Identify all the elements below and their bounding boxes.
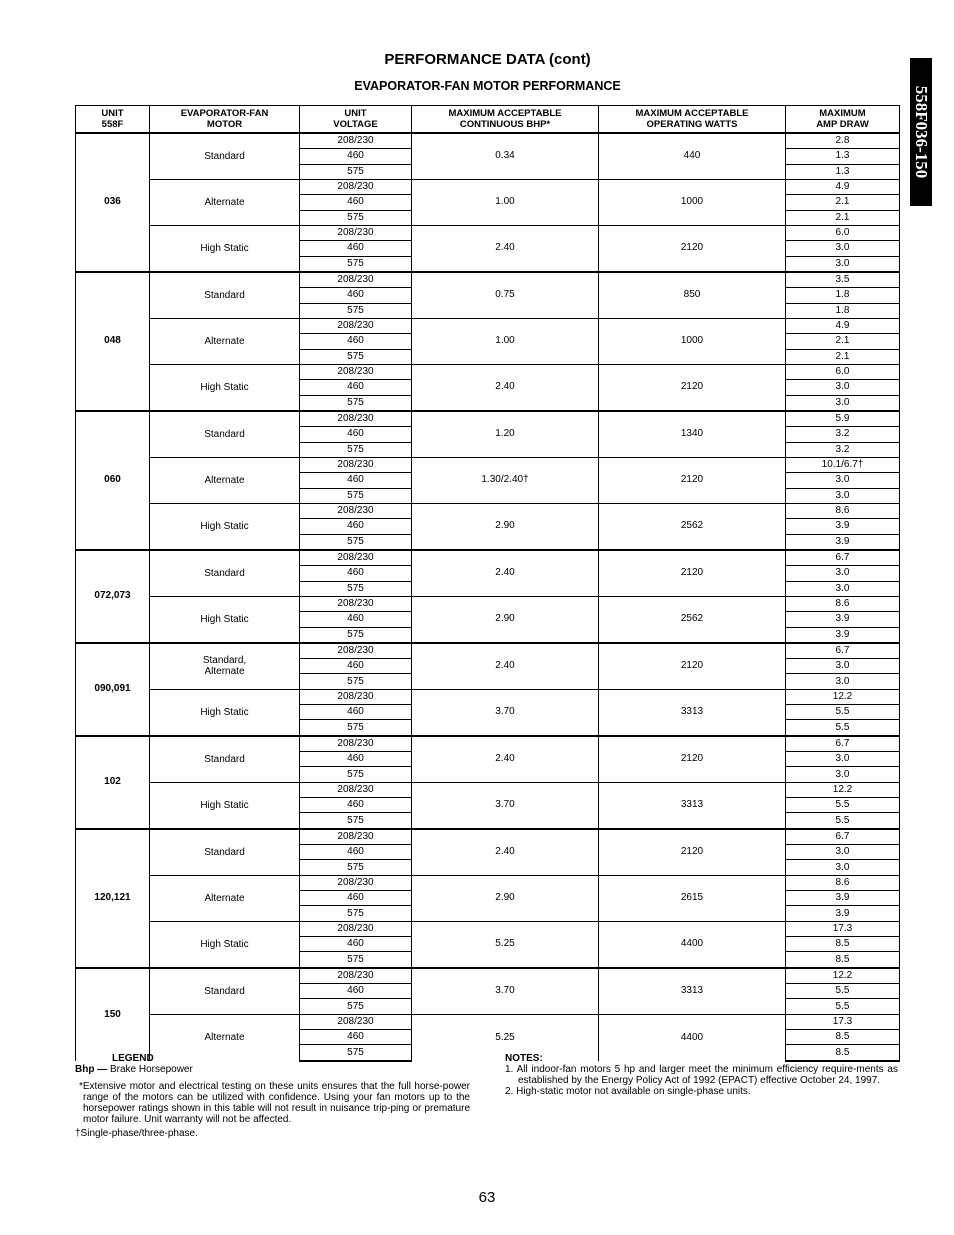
amp-cell: 3.0 [786, 581, 900, 596]
motor-cell: Standard, Alternate [150, 643, 300, 689]
voltage-cell: 460 [300, 659, 412, 674]
amp-cell: 5.5 [786, 705, 900, 720]
amp-cell: 4.9 [786, 318, 900, 333]
watts-cell: 2562 [599, 503, 786, 549]
amp-cell: 8.6 [786, 503, 900, 518]
note-item: 2. High-static motor not available on single-phase units. [505, 1086, 751, 1097]
bhp-cell: 1.00 [412, 179, 599, 225]
note-item: 1. All indoor-fan motors 5 hp and larger meet the minimum efficiency require-ments as established by the Energy Policy Act of 1992 (EPACT) effective October 24, 1997. [505, 1064, 898, 1086]
bhp-cell: 2.40 [412, 550, 599, 596]
bhp-cell: 2.40 [412, 364, 599, 410]
amp-cell: 8.5 [786, 1045, 900, 1061]
table-row [76, 133, 900, 149]
table-body [76, 133, 900, 1061]
voltage-cell: 208/230 [300, 921, 412, 936]
voltage-cell: 208/230 [300, 550, 412, 566]
voltage-cell: 460 [300, 752, 412, 767]
amp-cell: 3.0 [786, 767, 900, 782]
col-header-bhp: MAXIMUM ACCEPTABLE CONTINUOUS BHP* [412, 106, 599, 134]
voltage-cell: 575 [300, 860, 412, 875]
voltage-cell: 575 [300, 674, 412, 689]
motor-cell: Alternate [150, 179, 300, 225]
table-row [76, 225, 900, 240]
watts-cell: 3313 [599, 968, 786, 1014]
unit-cell: 150 [76, 968, 150, 1061]
unit-cell: 060 [76, 411, 150, 550]
table-row [76, 179, 900, 194]
amp-cell: 5.5 [786, 798, 900, 813]
motor-cell: High Static [150, 921, 300, 967]
watts-cell: 3313 [599, 689, 786, 735]
amp-cell: 1.3 [786, 149, 900, 164]
legend-definition: Brake Horsepower [110, 1064, 193, 1075]
motor-cell: High Static [150, 364, 300, 410]
voltage-cell: 575 [300, 488, 412, 503]
watts-cell: 4400 [599, 1014, 786, 1060]
amp-cell: 3.9 [786, 627, 900, 643]
amp-cell: 6.7 [786, 736, 900, 752]
motor-cell: Standard [150, 411, 300, 457]
amp-cell: 3.9 [786, 519, 900, 534]
table-row [76, 272, 900, 288]
motor-cell: High Static [150, 782, 300, 828]
voltage-cell: 575 [300, 767, 412, 782]
voltage-cell: 575 [300, 906, 412, 921]
bhp-cell: 1.20 [412, 411, 599, 457]
table-row [76, 689, 900, 704]
voltage-cell: 575 [300, 999, 412, 1014]
amp-cell: 3.9 [786, 534, 900, 550]
amp-cell: 3.0 [786, 395, 900, 411]
watts-cell: 3313 [599, 782, 786, 828]
bhp-cell: 0.34 [412, 133, 599, 179]
table-header-row [76, 106, 900, 134]
amp-cell: 6.0 [786, 225, 900, 240]
bhp-cell: 2.90 [412, 875, 599, 921]
voltage-cell: 575 [300, 720, 412, 736]
amp-cell: 1.8 [786, 303, 900, 318]
voltage-cell: 575 [300, 952, 412, 968]
bhp-cell: 0.75 [412, 272, 599, 318]
bhp-cell: 2.40 [412, 736, 599, 782]
voltage-cell: 575 [300, 442, 412, 457]
amp-cell: 3.0 [786, 566, 900, 581]
watts-cell: 2120 [599, 364, 786, 410]
amp-cell: 3.0 [786, 380, 900, 395]
amp-cell: 8.5 [786, 952, 900, 968]
col-header-unit: UNIT 558F [76, 106, 150, 134]
amp-cell: 3.0 [786, 473, 900, 488]
watts-cell: 2120 [599, 457, 786, 503]
table-row [76, 782, 900, 797]
watts-cell: 2120 [599, 643, 786, 689]
bhp-cell: 3.70 [412, 689, 599, 735]
bhp-cell: 2.40 [412, 829, 599, 875]
motor-cell: High Static [150, 503, 300, 549]
table-row [76, 411, 900, 427]
table-title: EVAPORATOR-FAN MOTOR PERFORMANCE [354, 79, 621, 93]
motor-cell: High Static [150, 596, 300, 642]
voltage-cell: 208/230 [300, 689, 412, 704]
voltage-cell: 208/230 [300, 875, 412, 890]
table-row [76, 921, 900, 936]
table-row [76, 364, 900, 379]
notes-title: NOTES: [505, 1053, 543, 1064]
watts-cell: 2120 [599, 736, 786, 782]
table-row [76, 875, 900, 890]
amp-cell: 12.2 [786, 689, 900, 704]
table-row [76, 550, 900, 566]
watts-cell: 440 [599, 133, 786, 179]
voltage-cell: 460 [300, 149, 412, 164]
voltage-cell: 460 [300, 845, 412, 860]
amp-cell: 6.7 [786, 550, 900, 566]
voltage-cell: 208/230 [300, 272, 412, 288]
amp-cell: 1.8 [786, 288, 900, 303]
table-row [76, 736, 900, 752]
amp-cell: 3.0 [786, 256, 900, 272]
bhp-cell: 5.25 [412, 921, 599, 967]
voltage-cell: 460 [300, 427, 412, 442]
voltage-cell: 575 [300, 210, 412, 225]
voltage-cell: 460 [300, 288, 412, 303]
motor-cell: Standard [150, 829, 300, 875]
amp-cell: 6.0 [786, 364, 900, 379]
amp-cell: 8.5 [786, 937, 900, 952]
motor-cell: High Static [150, 689, 300, 735]
voltage-cell: 575 [300, 1045, 412, 1061]
voltage-cell: 460 [300, 798, 412, 813]
watts-cell: 1000 [599, 318, 786, 364]
amp-cell: 3.2 [786, 427, 900, 442]
amp-cell: 3.5 [786, 272, 900, 288]
footnote-star: *Extensive motor and electrical testing on these units ensures that the full horse-power range of the motors can be utilized with confidence. Using your fan motors up to the horsepower ratings shown in this table will not result in nuisance trip-ping or premature motor failure. Unit warranty will not be affected. [79, 1081, 470, 1125]
col-header-motor: EVAPORATOR-FAN MOTOR [150, 106, 300, 134]
voltage-cell: 575 [300, 303, 412, 318]
table-row [76, 596, 900, 611]
amp-cell: 17.3 [786, 921, 900, 936]
table-row [76, 643, 900, 659]
legend-item-bhp [75, 1064, 470, 1075]
voltage-cell: 460 [300, 984, 412, 999]
voltage-cell: 208/230 [300, 133, 412, 149]
amp-cell: 10.1/6.7† [786, 457, 900, 472]
voltage-cell: 208/230 [300, 364, 412, 379]
amp-cell: 2.1 [786, 195, 900, 210]
col-header-amps: MAXIMUM AMP DRAW [786, 106, 900, 134]
col-header-voltage: UNIT VOLTAGE [300, 106, 412, 134]
unit-cell: 090,091 [76, 643, 150, 736]
voltage-cell: 208/230 [300, 1014, 412, 1029]
bhp-cell: 2.40 [412, 225, 599, 271]
watts-cell: 2120 [599, 829, 786, 875]
amp-cell: 8.6 [786, 596, 900, 611]
motor-cell: Standard [150, 968, 300, 1014]
watts-cell: 850 [599, 272, 786, 318]
amp-cell: 3.0 [786, 488, 900, 503]
voltage-cell: 460 [300, 195, 412, 210]
voltage-cell: 208/230 [300, 968, 412, 984]
motor-cell: Alternate [150, 1014, 300, 1060]
table-row [76, 968, 900, 984]
voltage-cell: 460 [300, 566, 412, 581]
voltage-cell: 575 [300, 627, 412, 643]
footnote-dagger: †Single-phase/three-phase. [75, 1128, 198, 1139]
voltage-cell: 460 [300, 241, 412, 256]
voltage-cell: 208/230 [300, 829, 412, 845]
amp-cell: 3.0 [786, 752, 900, 767]
amp-cell: 3.9 [786, 906, 900, 921]
voltage-cell: 460 [300, 937, 412, 952]
voltage-cell: 460 [300, 1030, 412, 1045]
watts-cell: 1340 [599, 411, 786, 457]
unit-cell: 048 [76, 272, 150, 411]
voltage-cell: 460 [300, 891, 412, 906]
voltage-cell: 575 [300, 581, 412, 596]
unit-cell: 102 [76, 736, 150, 829]
motor-cell: Standard [150, 272, 300, 318]
amp-cell: 2.1 [786, 349, 900, 364]
bhp-cell: 2.40 [412, 643, 599, 689]
amp-cell: 3.9 [786, 612, 900, 627]
amp-cell: 1.3 [786, 164, 900, 179]
unit-cell: 120,121 [76, 829, 150, 968]
voltage-cell: 460 [300, 380, 412, 395]
amp-cell: 3.9 [786, 891, 900, 906]
amp-cell: 6.7 [786, 829, 900, 845]
voltage-cell: 208/230 [300, 411, 412, 427]
page-title: PERFORMANCE DATA (cont) [384, 51, 591, 68]
evaporator-fan-motor-performance-table [75, 105, 900, 1062]
voltage-cell: 208/230 [300, 643, 412, 659]
bhp-cell: 1.30/2.40† [412, 457, 599, 503]
bhp-cell: 5.25 [412, 1014, 599, 1060]
voltage-cell: 208/230 [300, 596, 412, 611]
voltage-cell: 208/230 [300, 225, 412, 240]
motor-cell: Standard [150, 133, 300, 179]
notes [505, 1053, 898, 1097]
motor-cell: Alternate [150, 457, 300, 503]
amp-cell: 6.7 [786, 643, 900, 659]
voltage-cell: 208/230 [300, 736, 412, 752]
amp-cell: 5.5 [786, 813, 900, 829]
amp-cell: 5.5 [786, 984, 900, 999]
voltage-cell: 575 [300, 534, 412, 550]
voltage-cell: 575 [300, 813, 412, 829]
amp-cell: 5.5 [786, 999, 900, 1014]
page-number: 63 [478, 1189, 496, 1206]
watts-cell: 2615 [599, 875, 786, 921]
legend [75, 1053, 470, 1139]
table-row [76, 1014, 900, 1029]
voltage-cell: 460 [300, 612, 412, 627]
amp-cell: 3.0 [786, 860, 900, 875]
unit-cell: 072,073 [76, 550, 150, 643]
voltage-cell: 208/230 [300, 782, 412, 797]
motor-cell: Alternate [150, 875, 300, 921]
watts-cell: 4400 [599, 921, 786, 967]
amp-cell: 3.0 [786, 845, 900, 860]
voltage-cell: 460 [300, 705, 412, 720]
amp-cell: 3.2 [786, 442, 900, 457]
col-header-watts: MAXIMUM ACCEPTABLE OPERATING WATTS [599, 106, 786, 134]
amp-cell: 3.0 [786, 241, 900, 256]
watts-cell: 1000 [599, 179, 786, 225]
voltage-cell: 460 [300, 473, 412, 488]
table-row [76, 457, 900, 472]
amp-cell: 12.2 [786, 782, 900, 797]
bhp-cell: 2.90 [412, 596, 599, 642]
amp-cell: 8.5 [786, 1030, 900, 1045]
voltage-cell: 575 [300, 256, 412, 272]
amp-cell: 5.9 [786, 411, 900, 427]
bhp-cell: 2.90 [412, 503, 599, 549]
table-row [76, 503, 900, 518]
motor-cell: Standard [150, 550, 300, 596]
voltage-cell: 208/230 [300, 179, 412, 194]
amp-cell: 12.2 [786, 968, 900, 984]
amp-cell: 2.1 [786, 210, 900, 225]
amp-cell: 3.0 [786, 674, 900, 689]
voltage-cell: 208/230 [300, 457, 412, 472]
voltage-cell: 575 [300, 395, 412, 411]
unit-cell: 036 [76, 133, 150, 272]
motor-cell: Standard [150, 736, 300, 782]
bhp-cell: 1.00 [412, 318, 599, 364]
model-side-tab [910, 58, 932, 206]
voltage-cell: 208/230 [300, 318, 412, 333]
voltage-cell: 460 [300, 334, 412, 349]
amp-cell: 17.3 [786, 1014, 900, 1029]
amp-cell: 3.0 [786, 659, 900, 674]
amp-cell: 5.5 [786, 720, 900, 736]
side-tab-label: 558F036-150 [912, 85, 931, 179]
voltage-cell: 575 [300, 349, 412, 364]
watts-cell: 2120 [599, 550, 786, 596]
motor-cell: Alternate [150, 318, 300, 364]
voltage-cell: 460 [300, 519, 412, 534]
voltage-cell: 208/230 [300, 503, 412, 518]
amp-cell: 2.1 [786, 334, 900, 349]
motor-cell: High Static [150, 225, 300, 271]
legend-title: LEGEND [112, 1053, 154, 1064]
amp-cell: 8.6 [786, 875, 900, 890]
watts-cell: 2120 [599, 225, 786, 271]
amp-cell: 4.9 [786, 179, 900, 194]
amp-cell: 2.8 [786, 133, 900, 149]
watts-cell: 2562 [599, 596, 786, 642]
legend-abbr: Bhp — [75, 1064, 108, 1075]
table-row [76, 318, 900, 333]
bhp-cell: 3.70 [412, 968, 599, 1014]
table-row [76, 829, 900, 845]
bhp-cell: 3.70 [412, 782, 599, 828]
voltage-cell: 575 [300, 164, 412, 179]
